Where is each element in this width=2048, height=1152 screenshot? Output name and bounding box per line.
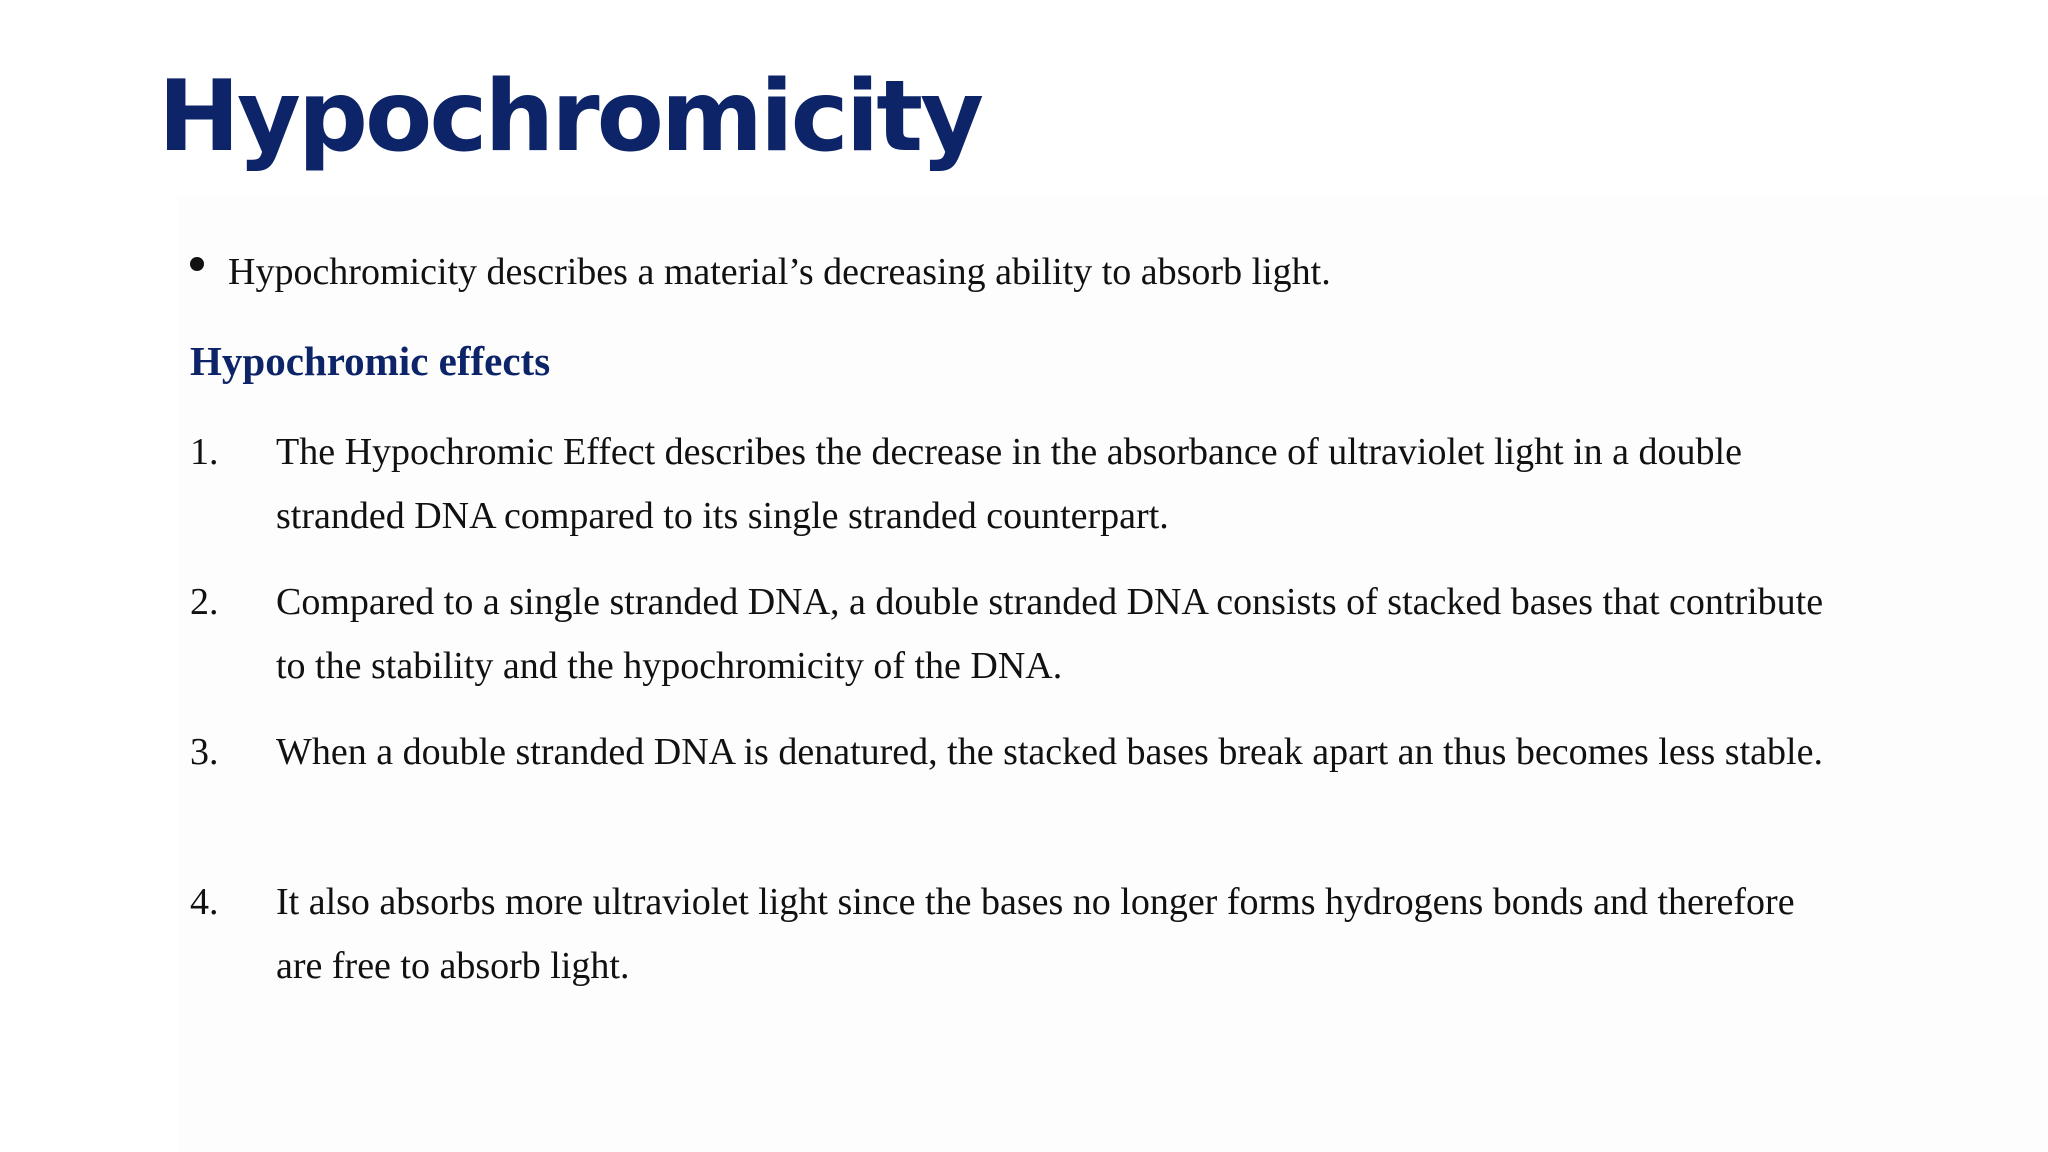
list-item-text: It also absorbs more ultraviolet light since the bases no longer forms hydrogens bonds and therefore are free to absorb light. (276, 881, 1795, 987)
list-item-number: 2. (190, 581, 219, 623)
list-item-text: When a double stranded DNA is denatured, the stacked bases break apart an thus becomes less stable. (276, 731, 1823, 773)
list-item-number: 1. (190, 431, 219, 473)
bullet-text: Hypochromicity describes a material’s decreasing ability to absorb light. (228, 251, 1331, 293)
list-item-text: Compared to a single stranded DNA, a double stranded DNA consists of stacked bases that contribute to the stability and the hypochromicity of the DNA. (276, 581, 1824, 687)
list-item-number: 3. (190, 731, 219, 773)
list-item-number: 4. (190, 881, 219, 923)
section-subheading: Hypochromic effects (190, 338, 551, 384)
list-item-text: The Hypochromic Effect describes the decrease in the absorbance of ultraviolet light in a double stranded DNA compared to its single stranded counterpart. (276, 431, 1742, 537)
slide-title: Hypochromicity (158, 60, 982, 174)
bullet-item (190, 244, 1331, 300)
bullet-icon (190, 257, 204, 271)
